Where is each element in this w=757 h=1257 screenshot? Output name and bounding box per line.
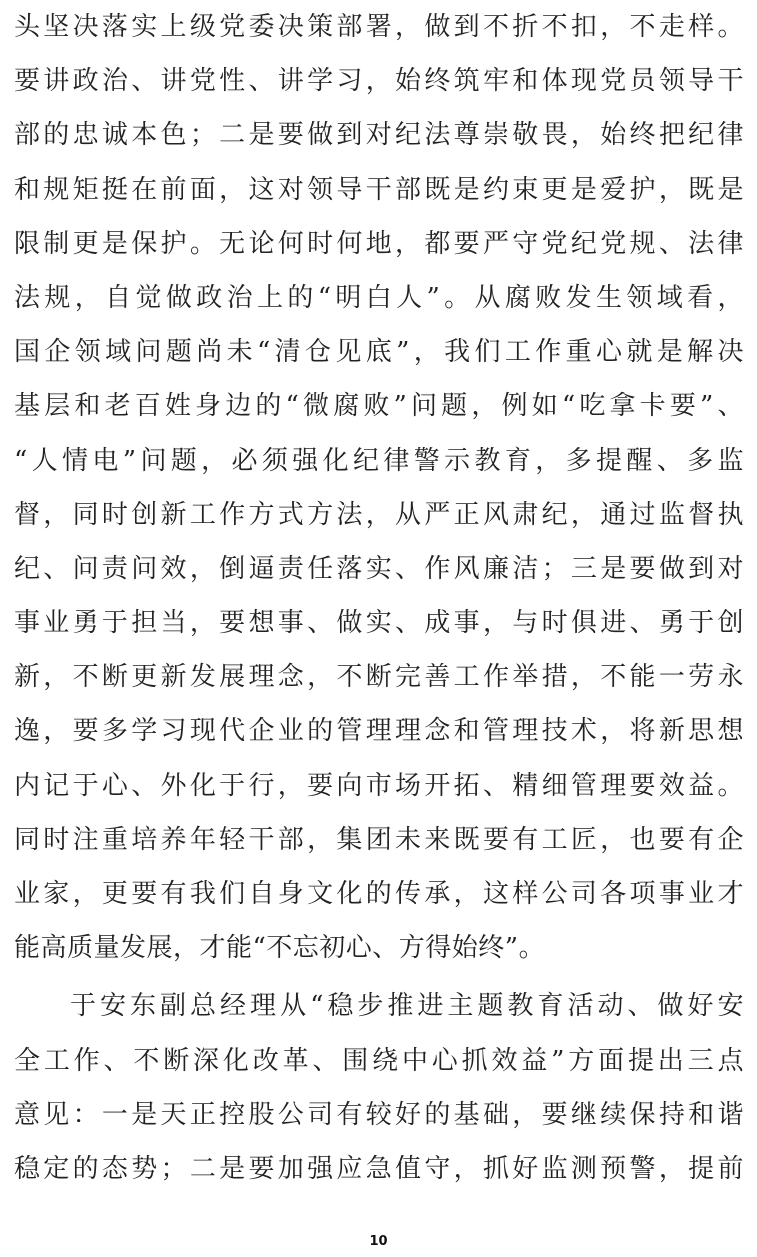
text-line: 全工作、不断深化改革、围绕中心抓效益”方面提出三点 (14, 1045, 744, 1076)
text-line: 头坚决落实上级党委决策部署，做到不折不扣，不走样。 (14, 12, 744, 42)
paragraph-1 (14, 0, 744, 975)
text-line: 逸，要多学习现代企业的管理理念和管理技术，将新思想 (14, 716, 744, 747)
text-line: 和规矩挺在前面，这对领导干部既是约束更是爱护，既是 (14, 174, 744, 205)
text-line: 限制更是保护。无论何时何地，都要严守党纪党规、法律 (14, 228, 744, 259)
text-line: 基层和老百姓身边的“微腐败”问题，例如“吃拿卡要”、 (14, 391, 744, 422)
text-line: 于安东副总经理从“稳步推进主题教育活动、做好安 (70, 991, 744, 1022)
body-text (14, 0, 744, 1196)
text-line: 稳定的态势；二是要加强应急值守，抓好监测预警，提前 (14, 1153, 744, 1184)
text-line: 意见：一是天正控股公司有较好的基础，要继续保持和谐 (14, 1099, 744, 1130)
text-line: 能高质量发展，才能“不忘初心、方得始终”。 (14, 933, 546, 964)
paragraph-2 (14, 979, 744, 1196)
text-line: 纪、问责问效，倒逼责任落实、作风廉洁；三是要做到对 (14, 553, 744, 584)
text-line: 国企领域问题尚未“清仓见底”，我们工作重心就是解决 (14, 337, 744, 368)
text-line: 督，同时创新工作方式方法，从严正风肃纪，通过监督执 (14, 499, 744, 530)
text-line: 事业勇于担当，要想事、做实、成事，与时俱进、勇于创 (14, 608, 744, 639)
text-line: 新，不断更新发展理念，不断完善工作举措，不能一劳永 (14, 662, 744, 693)
text-line: “人情电”问题，必须强化纪律警示教育，多提醒、多监 (14, 445, 744, 476)
text-line: 业家，更要有我们自身文化的传承，这样公司各项事业才 (14, 879, 744, 909)
text-line: 要讲政治、讲党性、讲学习，始终筑牢和体现党员领导干 (14, 66, 744, 97)
text-line: 内记于心、外化于行，要向市场开拓、精细管理要效益。 (14, 770, 744, 801)
text-line: 同时注重培养年轻干部，集团未来既要有工匠，也要有企 (14, 824, 744, 855)
text-line: 部的忠诚本色；二是要做到对纪法尊崇敬畏，始终把纪律 (14, 120, 744, 151)
text-line: 法规，自觉做政治上的“明白人”。从腐败发生领域看， (14, 282, 744, 313)
page-number: 10 (369, 1234, 388, 1249)
